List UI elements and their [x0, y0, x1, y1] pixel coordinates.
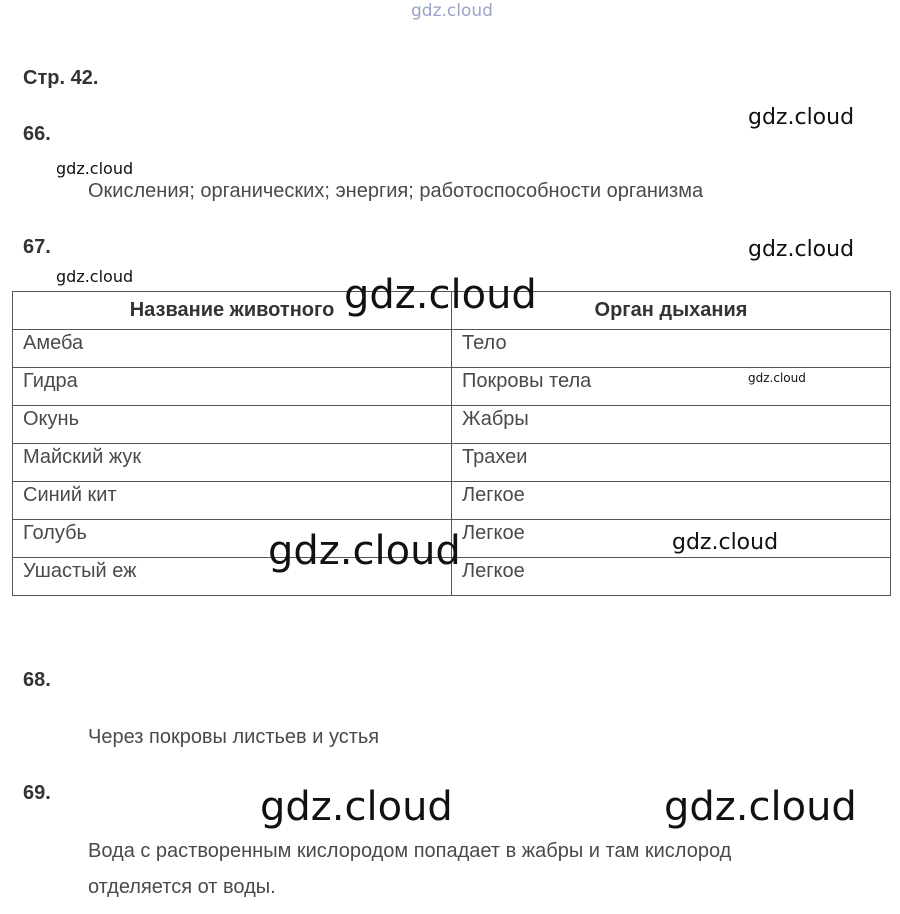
watermark-top: gdz.cloud	[411, 1, 493, 21]
table-row	[13, 444, 891, 482]
organ-cell: Покровы тела	[452, 368, 891, 406]
watermark: gdz.cloud	[748, 237, 855, 262]
table-row	[13, 406, 891, 444]
task-66-answer: Окисления; органических; энергия; работоспособности организма	[88, 180, 704, 202]
animal-cell: Синий кит	[13, 482, 452, 520]
table-row	[13, 330, 891, 368]
header-respiratory-organ: Орган дыхания	[452, 292, 891, 330]
task-69-answer-line-1: Вода с растворенным кислородом попадает в жабры и там кислород	[88, 840, 732, 862]
animal-cell: Амеба	[13, 330, 452, 368]
animal-cell: Ушастый еж	[13, 558, 452, 596]
organ-cell: Легкое	[452, 520, 891, 558]
task-66-number: 66.	[23, 123, 51, 145]
border-gap	[814, 600, 846, 603]
organ-cell: Легкое	[452, 482, 891, 520]
watermark: gdz.cloud	[260, 784, 453, 830]
page-label: Стр. 42.	[23, 67, 99, 89]
task-69-number: 69.	[23, 782, 51, 804]
watermark: gdz.cloud	[748, 105, 855, 130]
header-animal-name: Название животного	[13, 292, 452, 330]
animal-cell: Окунь	[13, 406, 452, 444]
watermark: gdz.cloud	[344, 272, 537, 318]
table-row	[13, 482, 891, 520]
animal-cell: Майский жук	[13, 444, 452, 482]
task-68-number: 68.	[23, 669, 51, 691]
task-69-answer-line-2: отделяется от воды.	[88, 876, 276, 898]
organ-cell: Легкое	[452, 558, 891, 596]
watermark: gdz.cloud	[268, 528, 461, 574]
watermark: gdz.cloud	[56, 267, 134, 286]
task-68-answer: Через покровы листьев и устья	[88, 726, 380, 748]
watermark: gdz.cloud	[56, 159, 134, 178]
organ-cell: Тело	[452, 330, 891, 368]
task-67-number: 67.	[23, 236, 51, 258]
border-gap	[680, 600, 772, 603]
organ-cell: Трахеи	[452, 444, 891, 482]
watermark: gdz.cloud	[748, 371, 806, 385]
watermark: gdz.cloud	[664, 784, 857, 830]
animal-cell: Гидра	[13, 368, 452, 406]
watermark: gdz.cloud	[672, 530, 779, 555]
organ-cell: Жабры	[452, 406, 891, 444]
animal-cell: Голубь	[13, 520, 452, 558]
